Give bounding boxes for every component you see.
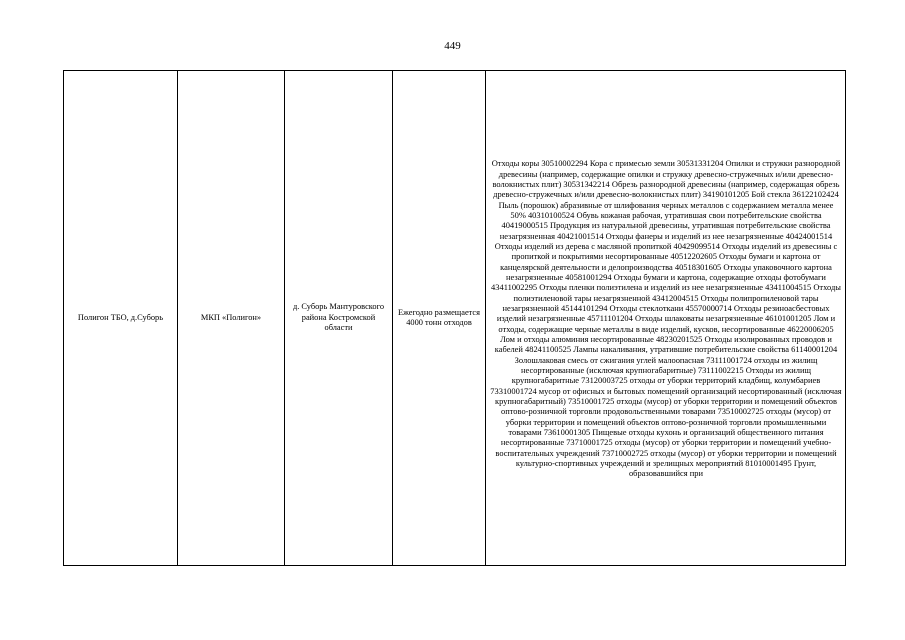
location-cell xyxy=(285,71,393,566)
facility-location: д. Суборь Мантуровского района Костромской области xyxy=(292,302,385,333)
waste-facility-table xyxy=(63,70,846,566)
waste-types-cell xyxy=(486,71,846,566)
table-row xyxy=(64,71,846,566)
facility-name-cell xyxy=(64,71,178,566)
annual-volume: Ежегодно размещается 4000 тонн отходов xyxy=(397,307,481,327)
waste-types-list: Отходы коры 30510002294 Кора с примесью земли 30531331204 Опилки и стружки разнородной древесины (например, содержащие опилки и стружку древесно-стружечных и/или древесно-волокнистых плит) 30531342214 Обрезь разнородной древесины (например, содержащая обрезь древесно-стружечных и/или древесно-волокнистых плит) 34190101205 Бой стекла 36122102424 Пыль (порошок) абразивные от шлифования черных металлов с содержанием металла менее 50% 40310100524 Обувь кожаная рабочая, утратившая свои потребительские свойства 40419000515 Продукция из натуральной древесины, утратившая потребительские свойства незагрязненная 40421001514 Отходы фанеры и изделий из нее незагрязненные 40424001514 Отходы изделий из дерева с масляной пропиткой 40429099514 Отходы изделий из древесины с пропиткой и покрытиями несортированные 40512202605 Отходы бумаги и картона от канцелярской деятельности и делопроизводства 40518301605 Отходы упаковочного картона незагрязненные 40581001294 Отходы бумаги и картона, содержащие отходы фотобумаги 43411002295 Отходы пленки полиэтилена и изделий из нее незагрязненные 43411004515 Отходы полиэтиленовой тары незагрязненной 43412004515 Отходы полипропиленовой тары незагрязненной 45144101294 Отходы стеклоткани 45570000714 Отходы резиноасбестовых изделий незагрязненные 45711101204 Отходы шлаковаты незагрязненные 46101001205 Лом и отходы, содержащие черные металлы в виде изделий, кусков, несортированные 46220006205 Лом и отходы алюминия несортированные 48230201525 Отходы изолированных проводов и кабелей 48241100525 Лампы накаливания, утратившие потребительские свойства 61140001204 Золошлаковая смесь от сжигания углей малоопасная 73111001724 отходы из жилищ несортированные (исключая крупногабаритные) 73111002215 Отходы из жилищ крупногабаритные 73120003725 отходы от уборки территорий кладбищ, колумбариев 73310001724 мусор от офисных и бытовых помещений организаций несортированный (исключая крупногабаритный) 73510001725 отходы (мусор) от уборки территории и помещений объектов оптово-розничной торговли продовольственными товарами 73510002725 отходы (мусор) от уборки территории и помещений объектов оптово-розничной торговли промышленными товарами 73610001305 Пищевые отходы кухонь и организаций общественного питания несортированные 73710001725 отходы (мусор) от уборки территории и помещений учебно-воспитательных учреждений 73710002725 отходы (мусор) от уборки территории и помещений культурно-спортивных учреждений и зрелищных мероприятий 81010001495 Грунт, образовавшийся при xyxy=(490,158,842,479)
operator-name: МКП «Полигон» xyxy=(200,312,262,322)
volume-cell xyxy=(393,71,486,566)
operator-cell xyxy=(178,71,285,566)
facility-name: Полигон ТБО, д.Суборь xyxy=(77,312,164,322)
page-number: 449 xyxy=(444,40,461,52)
